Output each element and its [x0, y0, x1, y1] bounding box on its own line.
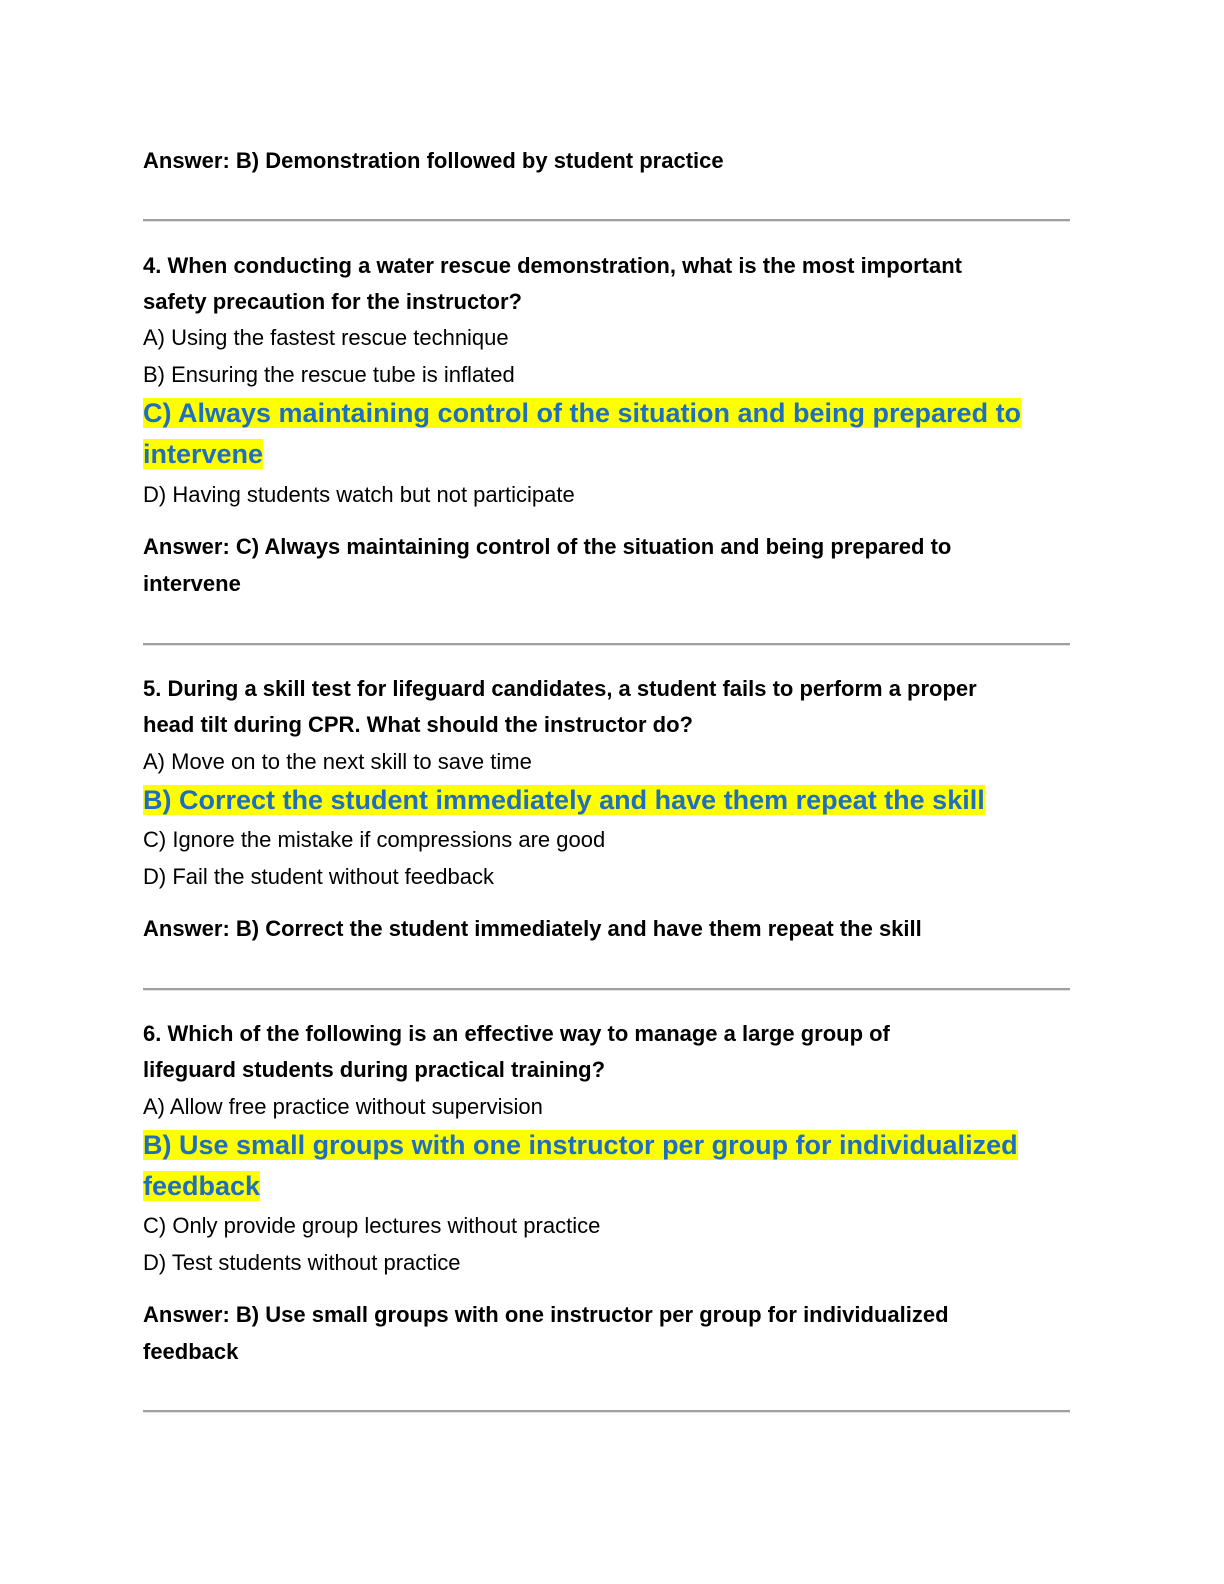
highlighted-text: C) Always maintaining control of the situation and being prepared to	[143, 398, 1022, 428]
option-d: D) Test students without practice	[143, 1250, 461, 1275]
answer-line: Answer: C) Always maintaining control of the situation and being prepared to	[143, 534, 952, 559]
question-text: lifeguard students during practical training?	[143, 1057, 606, 1082]
option-c: C) Only provide group lectures without practice	[143, 1213, 601, 1238]
question-text: head tilt during CPR. What should the instructor do?	[143, 712, 693, 737]
option-d: D) Fail the student without feedback	[143, 864, 494, 889]
answer-line: Answer: B) Use small groups with one instructor per group for individualized	[143, 1302, 949, 1327]
divider	[143, 219, 1070, 222]
question-text: 5. During a skill test for lifeguard candidates, a student fails to perform a proper	[143, 676, 977, 701]
answer-q3: Answer: B) Demonstration followed by student practice	[143, 148, 724, 173]
answer-line: intervene	[143, 571, 241, 596]
option-c: C) Ignore the mistake if compressions are good	[143, 827, 606, 852]
answer-line: feedback	[143, 1339, 239, 1364]
divider	[143, 643, 1070, 646]
option-d: D) Having students watch but not participate	[143, 482, 575, 507]
option-b: B) Ensuring the rescue tube is inflated	[143, 362, 515, 387]
question-text: safety precaution for the instructor?	[143, 289, 522, 314]
divider	[143, 1410, 1070, 1413]
question-text: 4. When conducting a water rescue demonstration, what is the most important	[143, 253, 963, 278]
option-a: A) Move on to the next skill to save time	[143, 749, 532, 774]
option-c-correct	[143, 393, 1021, 434]
highlighted-text: intervene	[143, 439, 264, 469]
option-a: A) Allow free practice without supervision	[143, 1094, 543, 1119]
highlighted-text: B) Correct the student immediately and have them repeat the skill	[143, 785, 985, 815]
option-b-correct	[143, 780, 985, 821]
option-c-correct	[143, 434, 263, 475]
option-a: A) Using the fastest rescue technique	[143, 325, 509, 350]
option-b-correct	[143, 1166, 260, 1207]
question-text: 6. Which of the following is an effective way to manage a large group of	[143, 1021, 890, 1046]
option-b-correct	[143, 1125, 1018, 1166]
divider	[143, 988, 1070, 991]
highlighted-text: B) Use small groups with one instructor per group for individualized	[143, 1130, 1018, 1160]
highlighted-text: feedback	[143, 1171, 261, 1201]
answer-line: Answer: B) Correct the student immediately and have them repeat the skill	[143, 916, 922, 941]
